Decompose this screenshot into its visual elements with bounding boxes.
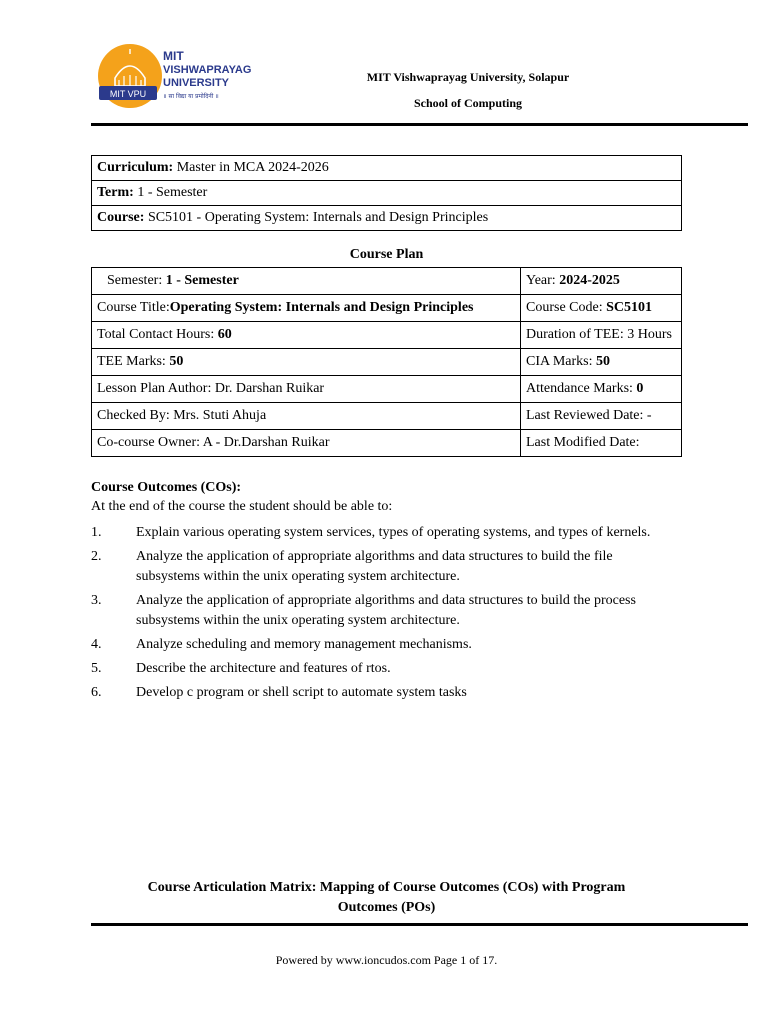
attendance-value: 0	[636, 381, 644, 396]
course-row: Course: SC5101 - Operating System: Internals and Design Principles	[92, 206, 682, 231]
course-title-value: Operating System: Internals and Design Principles	[169, 300, 474, 315]
last-modified-date: Last Modified Date:	[521, 430, 682, 457]
table-row: Total Contact Hours: 60 Duration of TEE: 3 Hours	[92, 322, 682, 349]
table-row	[92, 430, 682, 457]
term-value: 1 - Semester	[133, 185, 208, 200]
course-value: SC5101 - Operating System: Internals and Design Principles	[144, 210, 489, 225]
table-row: Lesson Plan Author: Dr. Darshan Ruikar Attendance Marks: 0	[92, 376, 682, 403]
table-row: TEE Marks: 50 CIA Marks: 50	[92, 349, 682, 376]
logo-tagline: ॥ सा विद्या या प्रमोदिनी ॥	[163, 93, 219, 100]
lesson-plan-author: Lesson Plan Author: Dr. Darshan Ruikar	[92, 376, 521, 403]
logo-name-line3: UNIVERSITY	[163, 77, 230, 89]
university-name: MIT Vishwaprayag University, Solapur	[366, 70, 570, 84]
page-footer: Powered by www.ioncudos.com Page 1 of 17.	[275, 953, 498, 967]
course-plan-table	[91, 267, 682, 457]
university-logo	[97, 42, 257, 114]
tee-marks-value: 50	[169, 354, 184, 369]
term-row: Term: 1 - Semester	[92, 181, 682, 206]
list-item: 4. Analyze scheduling and memory management mechanisms.	[91, 637, 472, 652]
tee-duration: Duration of TEE: 3 Hours	[521, 322, 682, 349]
articulation-matrix-title: Course Articulation Matrix: Mapping of Course Outcomes (COs) with Program Outcomes (POs)	[147, 880, 626, 915]
checked-by: Checked By: Mrs. Stuti Ahuja	[92, 403, 521, 430]
list-item: 2. Analyze the application of appropriate algorithms and data structures to build the file subsystems within the unix operating system architecture.	[91, 549, 613, 584]
course-plan-title: Course Plan	[349, 247, 424, 262]
contact-hours-value: 60	[217, 327, 232, 342]
last-reviewed-date: Last Reviewed Date: -	[521, 403, 682, 430]
logo-name-line2: VISHWAPRAYAG	[163, 64, 252, 76]
curriculum-table	[91, 155, 682, 231]
school-name: School of Computing	[413, 96, 523, 110]
logo-name-line1: MIT	[163, 49, 184, 63]
course-code-value: SC5101	[606, 300, 653, 315]
logo-ribbon-text: MIT VPU	[109, 89, 147, 99]
list-item: 5. Describe the architecture and features of rtos.	[91, 661, 391, 676]
list-item: 3. Analyze the application of appropriate algorithms and data structures to build the process subsystems within the unix operating system architecture.	[91, 593, 636, 628]
course-outcomes-heading: Course Outcomes (COs):	[91, 480, 242, 495]
table-row: Course Title:Operating System: Internals and Design Principles Course Code: SC5101	[92, 295, 682, 322]
course-outcomes-intro: At the end of the course the student should be able to:	[91, 499, 393, 514]
year-value: 2024-2025	[559, 273, 620, 288]
table-row: Semester: 1 - Semester Year: 2024-2025	[92, 268, 682, 295]
table-row	[92, 403, 682, 430]
header-rule	[91, 123, 748, 126]
curriculum-value: Master in MCA 2024-2026	[173, 160, 329, 175]
curriculum-row: Curriculum: Master in MCA 2024-2026	[92, 156, 682, 181]
list-item: 6. Develop c program or shell script to automate system tasks	[91, 685, 467, 700]
course-outcomes-list	[91, 523, 671, 707]
cia-marks-value: 50	[596, 354, 610, 369]
cocourse-owner: Co-course Owner: A - Dr.Darshan Ruikar	[92, 430, 521, 457]
semester-value: 1 - Semester	[165, 273, 239, 288]
matrix-rule	[91, 923, 748, 926]
list-item: 1. Explain various operating system services, types of operating systems, and types of kernels.	[91, 525, 651, 540]
